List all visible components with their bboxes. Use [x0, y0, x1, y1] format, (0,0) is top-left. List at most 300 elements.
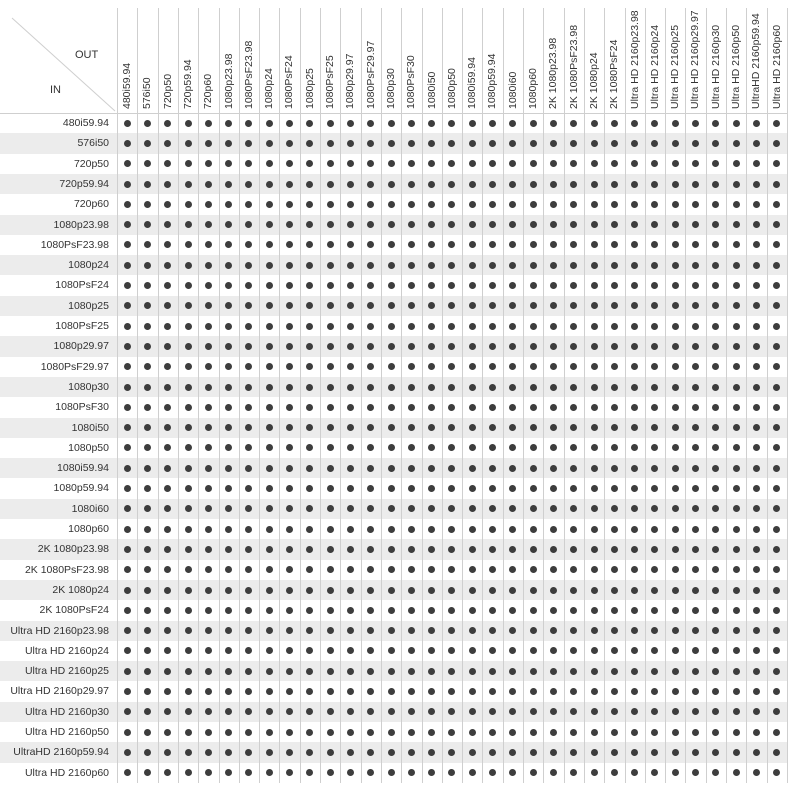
supported-dot: [144, 485, 151, 492]
column-header: 720p59.94: [181, 59, 194, 109]
supported-dot: [306, 384, 313, 391]
supported-dot: [408, 749, 415, 756]
supported-dot: [550, 526, 557, 533]
grid-column-line: [422, 8, 423, 783]
supported-dot: [550, 587, 557, 594]
supported-dot: [530, 140, 537, 147]
supported-dot: [144, 384, 151, 391]
supported-dot: [611, 282, 618, 289]
grid-column-line: [219, 8, 220, 783]
grid-column-line: [137, 8, 138, 783]
grid-column-line: [279, 8, 280, 783]
supported-dot: [286, 526, 293, 533]
supported-dot: [692, 749, 699, 756]
supported-dot: [611, 526, 618, 533]
grid-column-line: [158, 8, 159, 783]
grid-column-line: [462, 8, 463, 783]
supported-dot: [388, 647, 395, 654]
supported-dot: [672, 587, 679, 594]
supported-dot: [124, 120, 131, 127]
supported-dot: [185, 566, 192, 573]
supported-dot: [570, 323, 577, 330]
supported-dot: [185, 181, 192, 188]
row-header: Ultra HD 2160p25: [24, 665, 109, 678]
supported-dot: [388, 708, 395, 715]
supported-dot: [733, 668, 740, 675]
supported-dot: [266, 201, 273, 208]
supported-dot: [428, 607, 435, 614]
supported-dot: [347, 546, 354, 553]
column-header: 1080i59.94: [466, 57, 479, 109]
supported-dot: [530, 668, 537, 675]
supported-dot: [733, 627, 740, 634]
supported-dot: [672, 526, 679, 533]
supported-dot: [266, 668, 273, 675]
row-header: 2K 1080PsF24: [39, 604, 109, 617]
column-header: 1080p23.98: [222, 53, 235, 109]
supported-dot: [489, 465, 496, 472]
supported-dot: [672, 181, 679, 188]
supported-dot: [672, 729, 679, 736]
supported-dot: [672, 769, 679, 776]
supported-dot: [550, 688, 557, 695]
grid-column-line: [300, 8, 301, 783]
supported-dot: [408, 181, 415, 188]
supported-dot: [185, 262, 192, 269]
supported-dot: [185, 444, 192, 451]
supported-dot: [124, 302, 131, 309]
supported-dot: [611, 749, 618, 756]
supported-dot: [144, 140, 151, 147]
supported-dot: [712, 323, 719, 330]
supported-dot: [733, 546, 740, 553]
supported-dot: [672, 404, 679, 411]
supported-dot: [530, 526, 537, 533]
supported-dot: [591, 343, 598, 350]
supported-dot: [672, 262, 679, 269]
supported-dot: [712, 729, 719, 736]
supported-dot: [591, 282, 598, 289]
supported-dot: [753, 587, 760, 594]
grid-column-line: [726, 8, 727, 783]
supported-dot: [469, 546, 476, 553]
supported-dot: [672, 668, 679, 675]
supported-dot: [570, 465, 577, 472]
supported-dot: [428, 120, 435, 127]
supported-dot: [124, 363, 131, 370]
supported-dot: [205, 485, 212, 492]
supported-dot: [185, 343, 192, 350]
supported-dot: [570, 587, 577, 594]
supported-dot: [611, 201, 618, 208]
supported-dot: [266, 769, 273, 776]
supported-dot: [367, 526, 374, 533]
supported-dot: [733, 465, 740, 472]
supported-dot: [530, 282, 537, 289]
supported-dot: [185, 384, 192, 391]
supported-dot: [753, 546, 760, 553]
supported-dot: [205, 120, 212, 127]
supported-dot: [266, 404, 273, 411]
supported-dot: [489, 607, 496, 614]
supported-dot: [205, 424, 212, 431]
supported-dot: [469, 363, 476, 370]
supported-dot: [185, 546, 192, 553]
supported-dot: [164, 384, 171, 391]
supported-dot: [712, 120, 719, 127]
supported-dot: [185, 465, 192, 472]
supported-dot: [185, 668, 192, 675]
supported-dot: [388, 444, 395, 451]
supported-dot: [509, 587, 516, 594]
supported-dot: [266, 526, 273, 533]
column-header: 1080p30: [384, 68, 397, 109]
supported-dot: [245, 587, 252, 594]
supported-dot: [144, 587, 151, 594]
supported-dot: [408, 404, 415, 411]
supported-dot: [205, 282, 212, 289]
supported-dot: [733, 505, 740, 512]
supported-dot: [469, 181, 476, 188]
supported-dot: [469, 384, 476, 391]
row-header: 480i59.94: [62, 117, 109, 129]
supported-dot: [408, 627, 415, 634]
supported-dot: [306, 323, 313, 330]
supported-dot: [408, 485, 415, 492]
supported-dot: [509, 384, 516, 391]
supported-dot: [550, 546, 557, 553]
supported-dot: [591, 262, 598, 269]
supported-dot: [591, 688, 598, 695]
supported-dot: [753, 262, 760, 269]
supported-dot: [164, 668, 171, 675]
supported-dot: [733, 282, 740, 289]
supported-dot: [773, 120, 780, 127]
supported-dot: [530, 566, 537, 573]
supported-dot: [266, 688, 273, 695]
supported-dot: [225, 668, 232, 675]
supported-dot: [509, 526, 516, 533]
supported-dot: [185, 485, 192, 492]
supported-dot: [591, 647, 598, 654]
supported-dot: [327, 587, 334, 594]
supported-dot: [591, 120, 598, 127]
column-header: 1080p59.94: [486, 53, 499, 109]
supported-dot: [124, 343, 131, 350]
grid-column-line: [767, 8, 768, 783]
supported-dot: [753, 181, 760, 188]
supported-dot: [185, 160, 192, 167]
supported-dot: [672, 566, 679, 573]
supported-dot: [753, 749, 760, 756]
supported-dot: [530, 120, 537, 127]
supported-dot: [530, 323, 537, 330]
supported-dot: [388, 282, 395, 289]
supported-dot: [509, 181, 516, 188]
supported-dot: [469, 140, 476, 147]
supported-dot: [266, 384, 273, 391]
supported-dot: [692, 526, 699, 533]
supported-dot: [469, 404, 476, 411]
supported-dot: [692, 262, 699, 269]
supported-dot: [388, 181, 395, 188]
supported-dot: [631, 323, 638, 330]
supported-dot: [205, 587, 212, 594]
supported-dot: [286, 181, 293, 188]
supported-dot: [388, 627, 395, 634]
supported-dot: [306, 526, 313, 533]
supported-dot: [448, 181, 455, 188]
supported-dot: [205, 627, 212, 634]
row-header: 2K 1080PsF23.98: [24, 563, 109, 576]
supported-dot: [367, 181, 374, 188]
supported-dot: [550, 384, 557, 391]
supported-dot: [530, 160, 537, 167]
supported-dot: [672, 201, 679, 208]
supported-dot: [692, 201, 699, 208]
supported-dot: [530, 729, 537, 736]
supported-dot: [489, 526, 496, 533]
supported-dot: [286, 140, 293, 147]
supported-dot: [388, 587, 395, 594]
supported-dot: [672, 160, 679, 167]
supported-dot: [733, 769, 740, 776]
supported-dot: [205, 181, 212, 188]
supported-dot: [631, 465, 638, 472]
supported-dot: [327, 323, 334, 330]
column-header: Ultra HD 2160p29.97: [689, 10, 702, 109]
supported-dot: [164, 323, 171, 330]
supported-dot: [489, 201, 496, 208]
row-header: 1080i60: [71, 502, 109, 515]
supported-dot: [733, 708, 740, 715]
supported-dot: [367, 120, 374, 127]
supported-dot: [692, 384, 699, 391]
supported-dot: [185, 323, 192, 330]
supported-dot: [753, 384, 760, 391]
supported-dot: [124, 323, 131, 330]
grid-column-line: [361, 8, 362, 783]
supported-dot: [733, 181, 740, 188]
supported-dot: [469, 323, 476, 330]
supported-dot: [388, 140, 395, 147]
supported-dot: [611, 384, 618, 391]
supported-dot: [205, 607, 212, 614]
supported-dot: [388, 505, 395, 512]
supported-dot: [388, 424, 395, 431]
supported-dot: [327, 363, 334, 370]
supported-dot: [124, 729, 131, 736]
supported-dot: [144, 323, 151, 330]
grid-column-line: [706, 8, 707, 783]
supported-dot: [591, 404, 598, 411]
supported-dot: [611, 485, 618, 492]
supported-dot: [550, 262, 557, 269]
supported-dot: [266, 363, 273, 370]
supported-dot: [144, 607, 151, 614]
supported-dot: [164, 526, 171, 533]
supported-dot: [753, 323, 760, 330]
supported-dot: [388, 688, 395, 695]
supported-dot: [185, 769, 192, 776]
supported-dot: [672, 140, 679, 147]
supported-dot: [245, 384, 252, 391]
supported-dot: [124, 668, 131, 675]
supported-dot: [672, 384, 679, 391]
row-header: 1080PsF29.97: [40, 360, 109, 373]
supported-dot: [611, 546, 618, 553]
supported-dot: [286, 749, 293, 756]
supported-dot: [591, 424, 598, 431]
supported-dot: [651, 181, 658, 188]
supported-dot: [530, 181, 537, 188]
supported-dot: [591, 363, 598, 370]
supported-dot: [185, 607, 192, 614]
supported-dot: [753, 282, 760, 289]
supported-dot: [591, 505, 598, 512]
supported-dot: [388, 485, 395, 492]
supported-dot: [530, 201, 537, 208]
supported-dot: [428, 668, 435, 675]
supported-dot: [469, 262, 476, 269]
supported-dot: [489, 343, 496, 350]
column-header: 720p50: [161, 73, 174, 109]
row-header: UltraHD 2160p59.94: [13, 746, 109, 759]
supported-dot: [469, 729, 476, 736]
supported-dot: [327, 668, 334, 675]
supported-dot: [388, 465, 395, 472]
supported-dot: [347, 323, 354, 330]
supported-dot: [144, 262, 151, 269]
supported-dot: [489, 262, 496, 269]
supported-dot: [286, 587, 293, 594]
grid-column-line: [746, 8, 747, 783]
supported-dot: [428, 729, 435, 736]
supported-dot: [591, 201, 598, 208]
supported-dot: [286, 323, 293, 330]
column-header: 1080p25: [303, 68, 316, 109]
supported-dot: [124, 384, 131, 391]
supported-dot: [327, 505, 334, 512]
supported-dot: [388, 241, 395, 248]
supported-dot: [733, 404, 740, 411]
supported-dot: [347, 587, 354, 594]
supported-dot: [164, 120, 171, 127]
supported-dot: [185, 587, 192, 594]
supported-dot: [225, 607, 232, 614]
supported-dot: [185, 526, 192, 533]
supported-dot: [591, 607, 598, 614]
supported-dot: [124, 424, 131, 431]
supported-dot: [733, 201, 740, 208]
supported-dot: [631, 668, 638, 675]
supported-dot: [347, 120, 354, 127]
supported-dot: [367, 262, 374, 269]
supported-dot: [327, 181, 334, 188]
supported-dot: [347, 384, 354, 391]
supported-dot: [347, 343, 354, 350]
column-header: 2K 1080PsF23.98: [567, 24, 580, 109]
supported-dot: [753, 404, 760, 411]
supported-dot: [144, 120, 151, 127]
column-header: Ultra HD 2160p60: [770, 24, 783, 109]
supported-dot: [327, 627, 334, 634]
supported-dot: [367, 323, 374, 330]
supported-dot: [469, 465, 476, 472]
supported-dot: [611, 729, 618, 736]
supported-dot: [672, 343, 679, 350]
supported-dot: [266, 424, 273, 431]
grid-column-line: [340, 8, 341, 783]
supported-dot: [144, 688, 151, 695]
supported-dot: [591, 668, 598, 675]
supported-dot: [327, 424, 334, 431]
supported-dot: [591, 241, 598, 248]
supported-dot: [591, 769, 598, 776]
row-header: 720p50: [73, 157, 109, 170]
supported-dot: [347, 282, 354, 289]
supported-dot: [591, 546, 598, 553]
row-header: 1080i50: [71, 421, 109, 434]
supported-dot: [164, 587, 171, 594]
supported-dot: [408, 424, 415, 431]
supported-dot: [347, 485, 354, 492]
supported-dot: [692, 140, 699, 147]
supported-dot: [469, 627, 476, 634]
supported-dot: [124, 485, 131, 492]
supported-dot: [753, 465, 760, 472]
supported-dot: [631, 181, 638, 188]
supported-dot: [631, 526, 638, 533]
supported-dot: [225, 201, 232, 208]
supported-dot: [164, 262, 171, 269]
supported-dot: [124, 465, 131, 472]
supported-dot: [286, 607, 293, 614]
grid-column-line: [401, 8, 402, 783]
supported-dot: [408, 120, 415, 127]
row-header: 1080PsF25: [55, 320, 109, 332]
supported-dot: [469, 668, 476, 675]
supported-dot: [631, 729, 638, 736]
supported-dot: [185, 302, 192, 309]
supported-dot: [408, 526, 415, 533]
supported-dot: [489, 323, 496, 330]
supported-dot: [489, 546, 496, 553]
supported-dot: [205, 262, 212, 269]
row-header: Ultra HD 2160p23.98: [10, 624, 109, 637]
supported-dot: [469, 526, 476, 533]
supported-dot: [124, 546, 131, 553]
supported-dot: [530, 708, 537, 715]
supported-dot: [611, 668, 618, 675]
supported-dot: [124, 282, 131, 289]
supported-dot: [245, 181, 252, 188]
supported-dot: [306, 120, 313, 127]
supported-dot: [692, 404, 699, 411]
supported-dot: [185, 140, 192, 147]
supported-dot: [185, 708, 192, 715]
row-header: Ultra HD 2160p50: [24, 726, 109, 738]
supported-dot: [205, 729, 212, 736]
supported-dot: [367, 465, 374, 472]
supported-dot: [733, 485, 740, 492]
grid-column-line: [543, 8, 544, 783]
column-header: 1080p60: [527, 68, 539, 109]
supported-dot: [672, 120, 679, 127]
supported-dot: [550, 282, 557, 289]
supported-dot: [692, 668, 699, 675]
supported-dot: [266, 627, 273, 634]
